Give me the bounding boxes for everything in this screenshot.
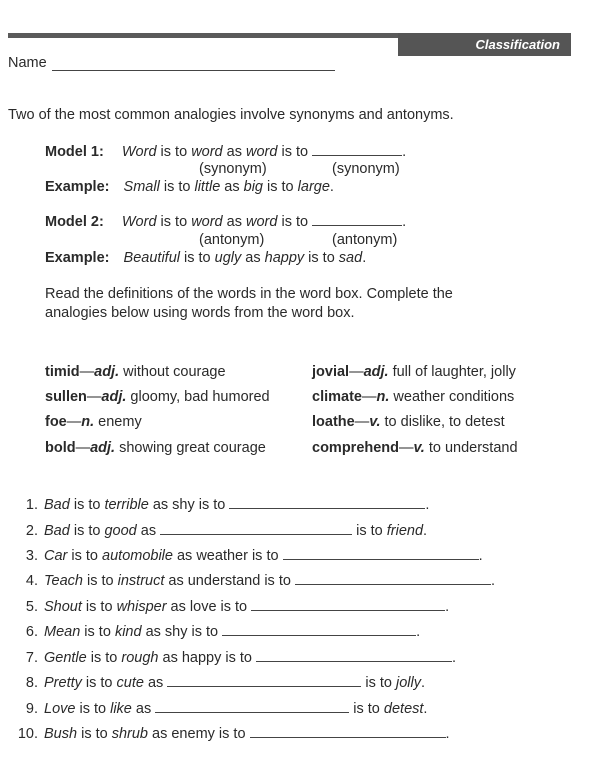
question-end: . — [423, 523, 428, 539]
model1-end: . — [402, 144, 407, 160]
question-word-a: Pretty — [44, 675, 82, 691]
question-text: is to — [81, 599, 117, 615]
question-number: 6. — [25, 624, 38, 640]
word-term: timid — [45, 364, 80, 380]
word-box-entry — [312, 364, 516, 380]
model1-ex-is-to2: is to — [263, 179, 298, 195]
answer-blank[interactable] — [222, 634, 416, 636]
model2-is-to: is to — [156, 214, 192, 230]
model1-label: Model 1: — [45, 144, 104, 160]
question-2 — [12, 523, 427, 539]
model1-paren1: (synonym) — [199, 161, 267, 177]
question-word-a: Shout — [44, 599, 82, 615]
question-text: as shy is to — [148, 497, 230, 513]
question-text: is to — [75, 701, 111, 717]
question-text: as weather is to — [172, 548, 283, 564]
question-text: is to — [352, 523, 387, 539]
question-number: 5. — [25, 599, 38, 615]
word-box-entry — [312, 440, 518, 456]
question-text: is to — [69, 497, 105, 513]
model2-word1: Word — [121, 214, 157, 230]
model1-ex-is-to: is to — [159, 179, 195, 195]
model2-end: . — [402, 214, 407, 230]
model2-line — [45, 214, 406, 230]
answer-blank[interactable] — [256, 660, 452, 662]
model2-paren2: (antonym) — [332, 232, 398, 248]
question-number: 9. — [25, 701, 38, 717]
model1-paren2: (synonym) — [332, 161, 400, 177]
question-7 — [12, 650, 456, 666]
question-1 — [12, 497, 429, 513]
model2-as: as — [222, 214, 246, 230]
question-number: 10. — [17, 726, 38, 742]
word-term: bold — [45, 440, 76, 456]
model1-ex-word4: large — [297, 179, 330, 195]
word-term: climate — [312, 389, 362, 405]
model1-is-to: is to — [156, 144, 192, 160]
word-definition: full of laughter, jolly — [388, 364, 516, 380]
model2-word2: word — [191, 214, 223, 230]
model1-word2: word — [191, 144, 223, 160]
model2-ex-word3: happy — [264, 250, 305, 266]
question-word-c: terrible — [104, 497, 149, 513]
question-text: as love is to — [166, 599, 252, 615]
question-word-f: jolly — [395, 675, 421, 691]
question-text: is to — [86, 650, 122, 666]
model1-example — [45, 179, 334, 195]
question-word-c: automobile — [102, 548, 173, 564]
question-word-c: kind — [114, 624, 142, 640]
question-text: as — [136, 523, 161, 539]
model1-ex-word3: big — [243, 179, 263, 195]
word-dash: — — [66, 414, 82, 430]
question-text: is to — [81, 675, 117, 691]
question-word-c: like — [110, 701, 132, 717]
question-text: as — [143, 675, 168, 691]
model2-example-label: Example: — [45, 250, 110, 266]
question-text: as enemy is to — [148, 726, 250, 742]
question-number: 7. — [25, 650, 38, 666]
model2-word3: word — [246, 214, 278, 230]
question-10 — [12, 726, 450, 742]
question-word-c: shrub — [111, 726, 148, 742]
intro-text: Two of the most common analogies involve synonyms and antonyms. — [8, 107, 454, 123]
word-definition: to understand — [424, 440, 518, 456]
question-text: as happy is to — [158, 650, 257, 666]
word-dash: — — [75, 440, 91, 456]
word-dash: — — [349, 364, 364, 380]
word-pos: n. — [81, 414, 95, 430]
word-dash: — — [399, 440, 414, 456]
word-term: sullen — [45, 389, 87, 405]
answer-blank[interactable] — [160, 533, 352, 535]
word-pos: adj. — [363, 364, 389, 380]
question-end: . — [420, 675, 425, 691]
word-box-entry — [45, 389, 270, 405]
name-label: Name — [8, 55, 47, 71]
question-text: is to — [67, 548, 103, 564]
word-pos: v. — [369, 414, 381, 430]
question-word-a: Mean — [44, 624, 81, 640]
question-word-f: friend — [386, 523, 424, 539]
model2-ex-word2: ugly — [214, 250, 242, 266]
word-box-entry — [312, 389, 514, 405]
model2-ex-word4: sad — [338, 250, 363, 266]
word-dash: — — [79, 364, 95, 380]
question-text: is to — [77, 726, 112, 742]
question-number: 3. — [25, 548, 38, 564]
model1-ex-end: . — [329, 179, 334, 195]
question-9 — [12, 701, 427, 717]
word-box-entry — [45, 414, 142, 430]
question-word-a: Car — [44, 548, 68, 564]
model2-ex-word1: Beautiful — [123, 250, 180, 266]
word-term: jovial — [312, 364, 350, 380]
instructions-text: Read the definitions of the words in the word box. Complete the analogies below using words from the word box. — [45, 286, 453, 321]
question-word-a: Gentle — [44, 650, 87, 666]
question-word-a: Bush — [44, 726, 78, 742]
question-6 — [12, 624, 420, 640]
model2-blank — [312, 224, 402, 226]
word-pos: adj. — [101, 389, 127, 405]
question-word-c: rough — [121, 650, 159, 666]
model1-word1: Word — [121, 144, 157, 160]
question-end: . — [490, 573, 495, 589]
answer-blank[interactable] — [155, 711, 349, 713]
model1-ex-word2: little — [194, 179, 221, 195]
model1-word3: word — [246, 144, 278, 160]
question-text: is to — [361, 675, 396, 691]
question-end: . — [445, 726, 450, 742]
model2-is-to2: is to — [277, 214, 313, 230]
model1-ex-as: as — [220, 179, 244, 195]
question-word-c: cute — [116, 675, 144, 691]
word-pos: adj. — [94, 364, 120, 380]
answer-blank[interactable] — [295, 583, 491, 585]
question-end: . — [452, 650, 457, 666]
word-box-entry — [45, 440, 266, 456]
word-dash: — — [361, 389, 377, 405]
word-definition: gloomy, bad humored — [126, 389, 270, 405]
model2-ex-is-to: is to — [179, 250, 215, 266]
model1-blank — [312, 154, 402, 156]
word-pos: v. — [413, 440, 425, 456]
question-end: . — [425, 497, 430, 513]
answer-blank[interactable] — [229, 507, 425, 509]
question-8 — [12, 675, 425, 691]
question-text: is to — [80, 624, 115, 640]
question-word-a: Bad — [44, 497, 70, 513]
word-pos: adj. — [90, 440, 116, 456]
question-word-a: Love — [44, 701, 76, 717]
question-number: 4. — [25, 573, 38, 589]
word-term: loathe — [312, 414, 355, 430]
question-word-c: whisper — [116, 599, 167, 615]
word-term: foe — [45, 414, 67, 430]
model2-ex-is-to2: is to — [304, 250, 339, 266]
question-end: . — [423, 701, 428, 717]
word-definition: showing great courage — [115, 440, 266, 456]
word-dash: — — [354, 414, 370, 430]
answer-blank[interactable] — [283, 558, 479, 560]
word-pos: n. — [376, 389, 390, 405]
section-tag — [398, 33, 571, 56]
question-word-a: Teach — [44, 573, 83, 589]
answer-blank[interactable] — [167, 685, 361, 687]
model2-example — [45, 250, 366, 266]
name-field[interactable] — [52, 70, 335, 71]
question-text: as — [131, 701, 156, 717]
word-dash: — — [86, 389, 102, 405]
model2-paren1: (antonym) — [199, 232, 265, 248]
question-word-c: good — [104, 523, 137, 539]
model2-ex-end: . — [362, 250, 367, 266]
question-4 — [12, 573, 495, 589]
question-text: is to — [349, 701, 384, 717]
question-word-f: detest — [383, 701, 424, 717]
word-definition: to dislike, to detest — [380, 414, 505, 430]
answer-blank[interactable] — [251, 609, 445, 611]
header-rule — [8, 33, 398, 38]
question-text: is to — [69, 523, 105, 539]
model2-label: Model 2: — [45, 214, 104, 230]
question-word-c: instruct — [117, 573, 165, 589]
word-definition: without courage — [119, 364, 226, 380]
question-text: as understand is to — [164, 573, 295, 589]
word-definition: enemy — [94, 414, 142, 430]
model1-example-label: Example: — [45, 179, 110, 195]
word-box-entry — [45, 364, 226, 380]
word-box-entry — [312, 414, 505, 430]
question-end: . — [445, 599, 450, 615]
answer-blank[interactable] — [250, 736, 446, 738]
section-tag-label: Classification — [475, 37, 560, 52]
question-end: . — [478, 548, 483, 564]
question-text: is to — [82, 573, 118, 589]
question-5 — [12, 599, 449, 615]
question-number: 1. — [25, 497, 38, 513]
model1-ex-word1: Small — [123, 179, 160, 195]
question-number: 8. — [25, 675, 38, 691]
question-word-a: Bad — [44, 523, 70, 539]
word-term: comprehend — [312, 440, 400, 456]
question-end: . — [416, 624, 421, 640]
word-definition: weather conditions — [389, 389, 515, 405]
model1-as: as — [222, 144, 246, 160]
model2-ex-as: as — [241, 250, 265, 266]
question-number: 2. — [25, 523, 38, 539]
model1-line — [45, 144, 406, 160]
question-3 — [12, 548, 483, 564]
model1-is-to2: is to — [277, 144, 313, 160]
question-text: as shy is to — [141, 624, 223, 640]
